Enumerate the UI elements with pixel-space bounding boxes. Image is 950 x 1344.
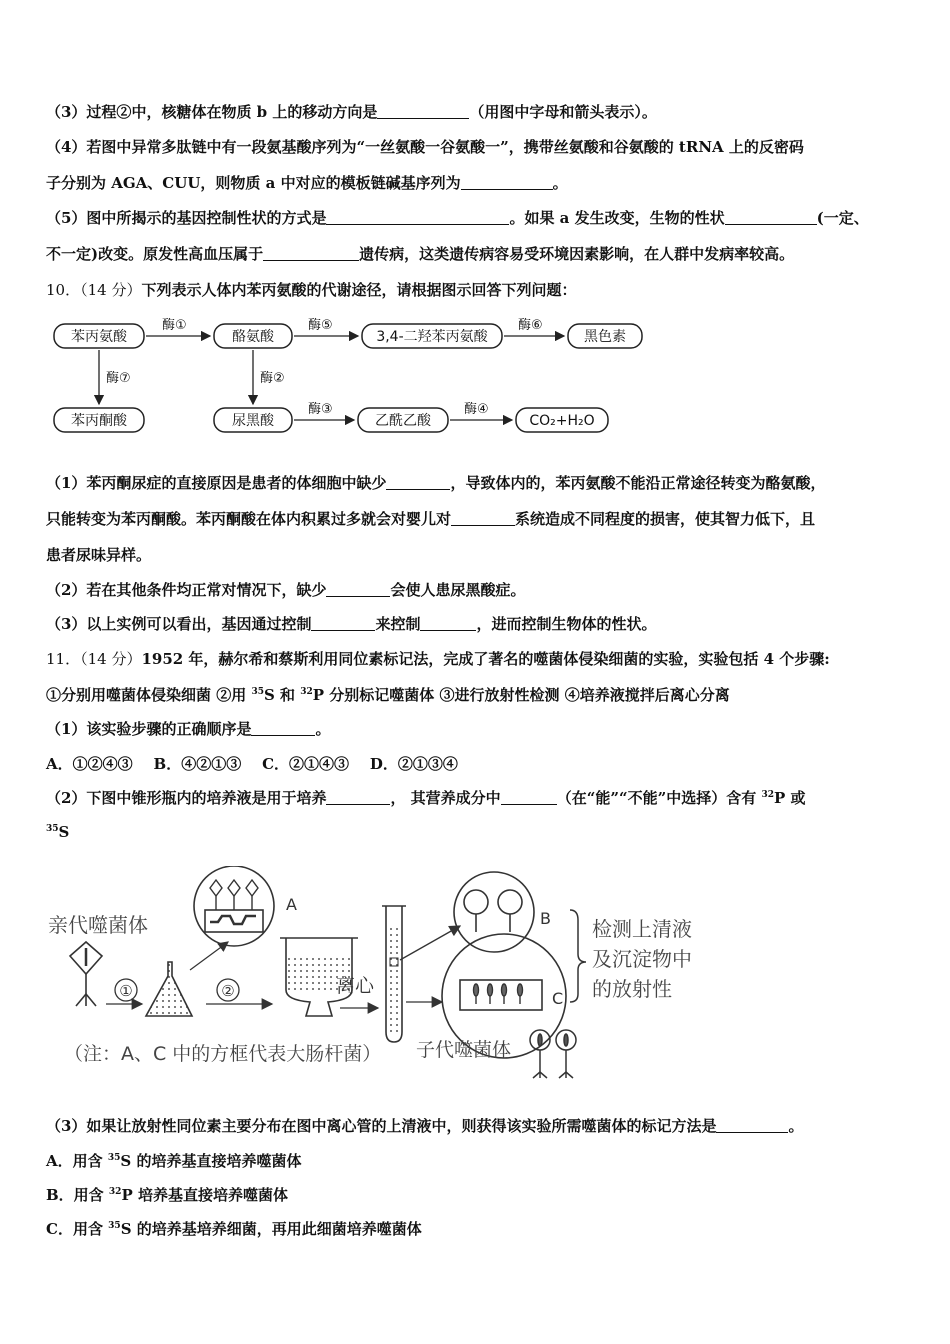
answer-blank[interactable] bbox=[326, 581, 390, 597]
centrifuge-label: 离心 bbox=[336, 975, 375, 997]
node-acetoacetate: 乙酰乙酸 bbox=[375, 413, 431, 429]
q10-stem: 10．（14 分）下列表示人体内苯丙氨酸的代谢途径，请根据图示回答下列问题： bbox=[46, 281, 577, 299]
parent-phage-label: 亲代噬菌体 bbox=[48, 913, 148, 937]
magnified-view-b bbox=[454, 872, 534, 952]
centrifuge-tube-icon bbox=[382, 906, 406, 1042]
node-tyrosine: 酪氨酸 bbox=[232, 329, 274, 345]
q9-part4-line2: 子分别为 AGA、CUU，则物质 a 中对应的模板链碱基序列为 。 bbox=[46, 174, 568, 192]
q11-steps: ①分别用噬菌体侵染细菌 ②用 $^{35}$S 和 $^{32}$P 分别标记噬菌体 ③进行放射性检测 ④培养液搅拌后离心分离 bbox=[46, 686, 730, 704]
q11-part1: （1）该实验步骤的正确顺序是 。 bbox=[46, 720, 331, 738]
q10-part1-line2: 只能转变为苯丙酮酸。苯丙酮酸在体内积累过多就会对婴儿对 系统造成不同程度的损害，使其智力低下，且 bbox=[46, 510, 816, 528]
label-c: C bbox=[552, 989, 564, 1008]
enzyme-label: 酶⑥ bbox=[518, 318, 543, 333]
q11-options1: A．①②④③ B．④②①③ C．②①④③ D．②①③④ bbox=[46, 755, 458, 773]
q10-part1-line3: 患者尿味异样。 bbox=[46, 546, 152, 564]
q9-part3: （3）过程②中，核糖体在物质 b 上的移动方向是 （用图中字母和箭头表示）。 bbox=[46, 103, 657, 121]
detect-text-1: 检测上清液 bbox=[592, 917, 692, 941]
metabolic-pathway-diagram bbox=[46, 310, 646, 440]
node-dopa: 3,4-二羟苯丙氨酸 bbox=[376, 329, 488, 345]
q10-part1-line1: （1）苯丙酮尿症的直接原因是患者的体细胞中缺少 ，导致体内的，苯丙氨酸不能沿正常途径转变为酪氨酸， bbox=[46, 474, 826, 492]
enzyme-label: 酶① bbox=[162, 318, 187, 333]
arrow bbox=[190, 942, 228, 970]
q9-part4-line1: （4）若图中异常多肽链中有一段氨基酸序列为“一丝氨酸一谷氨酸一”，携带丝氨酸和谷氨酸的 tRNA 上的反密码 bbox=[46, 138, 804, 156]
parent-phage-icon bbox=[70, 942, 102, 1006]
answer-blank[interactable] bbox=[386, 474, 450, 490]
answer-blank[interactable] bbox=[725, 209, 817, 225]
enzyme-label: 酶⑦ bbox=[106, 371, 131, 386]
answer-blank[interactable] bbox=[377, 103, 469, 119]
answer-blank[interactable] bbox=[451, 510, 515, 526]
magnified-view-a bbox=[194, 866, 274, 946]
enzyme-label: 酶⑤ bbox=[308, 318, 333, 333]
enzyme-label: 酶③ bbox=[308, 402, 333, 417]
step2-label: ② bbox=[221, 982, 235, 1000]
enzyme-label: 酶② bbox=[260, 371, 285, 386]
answer-blank[interactable] bbox=[716, 1117, 788, 1133]
label-a: A bbox=[286, 895, 297, 914]
answer-blank[interactable] bbox=[311, 615, 375, 631]
progeny-phage-icon bbox=[530, 1030, 576, 1078]
answer-blank[interactable] bbox=[326, 209, 509, 225]
q11-stem: 11．（14 分）1952 年，赫尔希和蔡斯利用同位素标记法，完成了著名的噬菌体侵染细菌的实验，实验包括 4 个步骤: bbox=[46, 650, 830, 668]
step1-label: ① bbox=[119, 982, 133, 1000]
node-melanin: 黑色素 bbox=[584, 329, 626, 345]
option-a: A．用含 $^{35}$S 的培养基直接培养噬菌体 bbox=[46, 1152, 302, 1170]
q10-part3: （3）以上实例可以看出，基因通过控制 来控制 ，进而控制生物体的性状。 bbox=[46, 615, 657, 633]
progeny-label: 子代噬菌体 bbox=[416, 1039, 512, 1061]
q11-part3: （3）如果让放射性同位素主要分布在图中离心管的上清液中，则获得该实验所需噬菌体的标记方法是 。 bbox=[46, 1117, 804, 1135]
node-homogentisate: 尿黑酸 bbox=[232, 413, 274, 429]
q10-part2: （2）若在其他条件均正常对情况下，缺少 会使人患尿黑酸症。 bbox=[46, 581, 526, 599]
node-co2-h2o: CO₂+H₂O bbox=[529, 413, 595, 429]
label-b: B bbox=[540, 909, 551, 928]
enzyme-label: 酶④ bbox=[464, 402, 489, 417]
answer-blank[interactable] bbox=[251, 720, 315, 736]
q11-part2-line2: $^{35}$S bbox=[46, 823, 70, 841]
detect-text-2: 及沉淀物中 bbox=[592, 947, 692, 971]
answer-blank[interactable] bbox=[461, 174, 553, 190]
q9-part5-line2: 不一定)改变。原发性高血压属于 遗传病，这类遗传病容易受环境因素影响，在人群中发病率较高。 bbox=[46, 245, 795, 263]
arrow bbox=[400, 926, 460, 960]
figure-note: （注：A、C 中的方框代表大肠杆菌） bbox=[64, 1043, 382, 1065]
node-phenylpyruvate: 苯丙酮酸 bbox=[71, 413, 127, 429]
bracket bbox=[570, 910, 586, 1002]
answer-blank[interactable] bbox=[326, 789, 390, 805]
phage-experiment-figure bbox=[40, 866, 720, 1088]
q9-part5-line1: （5）图中所揭示的基因控制性状的方式是 。如果 a 发生改变，生物的性状 (一定、 bbox=[46, 209, 869, 227]
option-b: B．用含 $^{32}$P 培养基直接培养噬菌体 bbox=[46, 1186, 288, 1204]
answer-blank[interactable] bbox=[501, 789, 557, 805]
flask-icon bbox=[146, 962, 192, 1016]
q11-part2-line1: （2）下图中锥形瓶内的培养液是用于培养 ， 其营养成分中 （在“能”“不能”中选择）含有 $^{32}$P 或 bbox=[46, 789, 806, 807]
answer-blank[interactable] bbox=[420, 615, 476, 631]
node-phenylalanine: 苯丙氨酸 bbox=[71, 329, 127, 345]
answer-blank[interactable] bbox=[263, 245, 359, 261]
detect-text-3: 的放射性 bbox=[592, 977, 672, 1001]
option-c: C．用含 $^{35}$S 的培养基培养细菌，再用此细菌培养噬菌体 bbox=[46, 1220, 422, 1238]
